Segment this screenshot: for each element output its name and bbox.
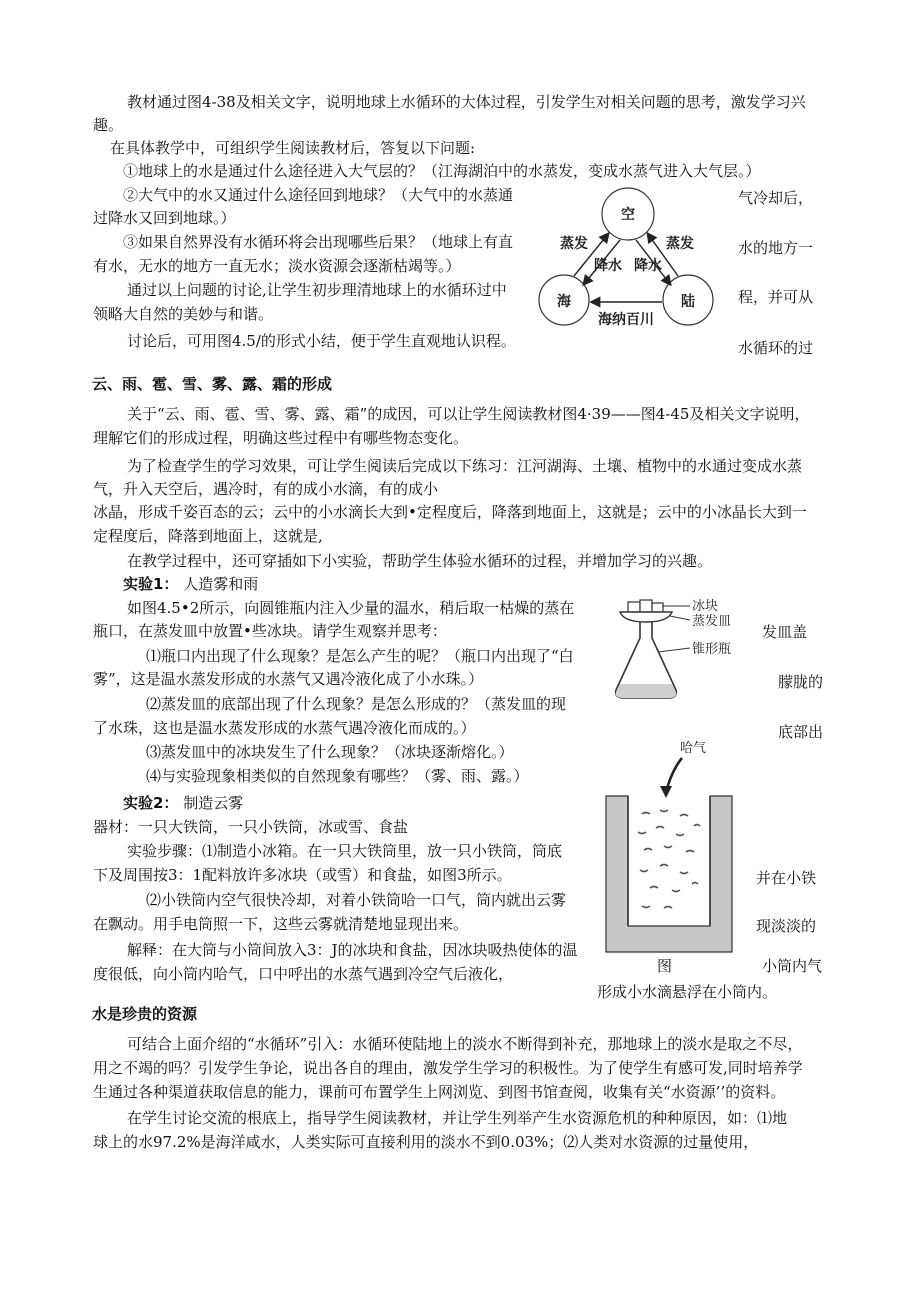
paragraph-line: 领略大自然的美妙与和谐。 xyxy=(93,305,274,323)
evaporating-dish xyxy=(620,612,672,622)
side-fragment: 发皿盖 xyxy=(762,623,808,641)
breath-arrowhead xyxy=(660,786,672,798)
paragraph-line: 可结合上面介绍的“水循环”引入：水循环使陆地上的淡水不断得到补充，那地球上的淡水是取之不尽， xyxy=(127,1035,803,1053)
paragraph-line: 教材通过图4-38及相关文字，说明地球上水循环的大体过程，引发学生对相关问题的思考，激发学习兴 xyxy=(127,93,806,111)
side-fragment: 程，并可从 xyxy=(738,288,814,306)
experiment-1-heading xyxy=(123,574,258,594)
paragraph-line: 过降水又回到地球。） xyxy=(93,209,236,227)
paragraph-line: 瓶口，在蒸发皿中放置•些冰块。请学生观察并思考： xyxy=(93,622,447,640)
dish-label: 蒸发皿 xyxy=(692,614,732,629)
paragraph-line: 在教学过程中，还可穿插如下小实验，帮助学生体验水循环的过程，并增加学习的兴趣。 xyxy=(127,552,713,570)
paragraph-line: 在飘动。用手电筒照一下，这些云雾就清楚地显现出来。 xyxy=(93,915,469,933)
paragraph-line: 雾”，这是温水蒸发形成的水蒸气又遇冷液化成了小水珠。） xyxy=(93,670,484,688)
evap-right-label: 蒸发 xyxy=(666,236,694,252)
side-fragment: 现淡淡的 xyxy=(756,917,817,935)
breath-label: 哈气 xyxy=(680,741,707,756)
ice-block xyxy=(628,602,640,612)
paragraph-line: 冰晶，形成千姿百态的云；云中的小水滴长大到•定程度后，降落到地面上，这就是；云中的小冰晶长大到一 xyxy=(93,503,807,521)
sky-label: 空 xyxy=(621,207,635,223)
question-2: ②大气中的水又通过什么途径回到地球？（大气中的水蒸通 xyxy=(123,186,514,204)
paragraph-line: 实验步骤：⑴制造小冰箱。在一只大铁筒里，放一只小铁筒，筒底 xyxy=(127,842,563,860)
flask-label: 锥形瓶 xyxy=(692,642,732,657)
experiment-2-name: 制造云雾 xyxy=(183,794,244,812)
paragraph-line: 定程度后，降落到地面上，这就是, xyxy=(93,527,323,545)
leader-line xyxy=(658,648,690,652)
paragraph-line: 形成小水滴悬浮在小筒内。 xyxy=(597,983,778,1001)
paragraph-line: 下及周围按3：1配料放许多冰块（或雪）和食盐，如图3所示。 xyxy=(93,866,512,884)
paragraph-line: ⑶蒸发皿中的冰块发生了什么现象？（冰块逐渐熔化。） xyxy=(146,743,514,761)
paragraph-line: 生通过各种渠道获取信息的能力，课前可布置学生上网浏览、到图书馆查阅，收集有关“水资源’’的资料。 xyxy=(93,1083,786,1101)
section-heading: 水是珍贵的资源 xyxy=(92,1005,198,1023)
paragraph-line: 器材：一只大铁筒，一只小铁筒，冰或雪、食盐 xyxy=(93,818,409,836)
question-3: ③如果自然界没有水循环将会出现哪些后果？（地球上有直 xyxy=(123,233,514,251)
experiment-2-heading xyxy=(123,793,243,813)
experiment-1-title: 实验1： xyxy=(123,575,179,593)
question-1: ①地球上的水是通过什么途径进入大气层的？（江海湖泊中的水蒸发，变成水蒸气进入大气层。） xyxy=(123,162,761,180)
paragraph-line: 讨论后，可用图4.5/的形式小结，便于学生直观地认识程。 xyxy=(127,332,516,350)
side-fragment: 朦胧的 xyxy=(778,673,824,691)
paragraph-line: 如图4.5•2所示，向圆锥瓶内注入少量的温水，稍后取一枯燥的蒸在 xyxy=(127,599,575,617)
paragraph-line: ⑵小铁筒内空气很快冷却，对着小铁筒哈一口气，筒内就出云雾 xyxy=(146,891,567,909)
side-fragment: 气冷却后， xyxy=(738,189,814,207)
side-fragment: 小筒内气 xyxy=(762,957,823,975)
paragraph-line: 气，升入天空后，遇冷时，有的成小水滴，有的成小 xyxy=(93,480,439,498)
paragraph-line: ⑵蒸发皿的底部出现了什么现象？是怎么形成的？（蒸发皿的现 xyxy=(146,695,567,713)
paragraph-line: 关于“云、雨、雹、雪、雾、露、霜”的成因，可以让学生阅读教材图4·39——图4-45及相关文字说明， xyxy=(127,405,810,423)
paragraph-line: 了水珠，这也是温水蒸发形成的水蒸气遇冷液化而成的。） xyxy=(93,719,476,737)
paragraph-line: ⑷与实验现象相类似的自然现象有哪些？（雾、雨、露。） xyxy=(146,767,529,785)
paragraph-line: ⑴瓶口内出现了什么现象？是怎么产生的呢？（瓶口内出现了“白 xyxy=(146,647,574,665)
paragraph-line: 通过以上问题的讨论,让学生初步理清地球上的水循环过中 xyxy=(127,281,507,299)
side-fragment: 水的地方一 xyxy=(738,239,814,257)
paragraph-line: 球上的水97.2%是海洋咸水，人类实际可直接利用的淡水不到0.03%；⑵人类对水资源的过量使用， xyxy=(93,1133,759,1151)
land-label: 陆 xyxy=(681,294,695,310)
ice-label: 冰块 xyxy=(692,599,719,614)
rivers-label: 海纳百川 xyxy=(598,312,654,328)
ice-block xyxy=(652,603,663,612)
mist-squiggles xyxy=(638,810,700,908)
leader-line xyxy=(670,616,690,620)
water-cycle-diagram xyxy=(536,186,720,332)
ice-block xyxy=(640,600,652,612)
flask-diagram xyxy=(606,598,746,716)
side-fragment: 并在小铁 xyxy=(756,869,817,887)
paragraph-line: 趣。 xyxy=(93,116,124,134)
paragraph-line: 解释：在大筒与小筒间放入3：J的冰块和食盐，因冰块吸热使体的温 xyxy=(127,941,578,959)
paragraph-line: 为了检查学生的学习效果，可让学生阅读后完成以下练习：江河湖海、土壤、植物中的水通过变成水蒸 xyxy=(127,457,803,475)
iron-can-diagram xyxy=(602,730,736,956)
section-heading: 云、雨、雹、雪、雾、露、霜的形成 xyxy=(92,375,333,393)
experiment-1-name: 人造雾和雨 xyxy=(183,575,259,593)
paragraph-line: 理解它们的形成过程，明确这些过程中有哪些物态变化。 xyxy=(93,429,469,447)
side-fragment: 水循环的过 xyxy=(738,339,814,357)
ice-salt-mixture xyxy=(606,796,732,952)
paragraph-line: 有水，无水的地方一直无水；淡水资源会逐渐枯竭等。） xyxy=(93,257,461,275)
sea-label: 海 xyxy=(557,294,571,310)
side-fragment: 图 xyxy=(657,957,673,975)
precip-right-label: 降水 xyxy=(634,258,662,274)
experiment-2-title: 实验2： xyxy=(123,794,179,812)
paragraph-line: 在学生讨论交流的根底上，指导学生阅读教材，并让学生列举产生水资源危机的种种原因，如：⑴地 xyxy=(127,1109,788,1127)
paragraph-line: 用之不竭的吗？引发学生争论，说出各自的理由，激发学生学习的积极性。为了使学生有感可发,同时培养学 xyxy=(93,1059,803,1077)
side-fragment: 底部出 xyxy=(778,723,824,741)
evap-left-label: 蒸发 xyxy=(560,236,588,252)
paragraph-line: 度很低，向小筒内哈气，口中呼出的水蒸气遇到冷空气后液化， xyxy=(93,965,514,983)
precip-left-label: 降水 xyxy=(594,258,622,274)
warm-water xyxy=(616,684,677,698)
paragraph-line: 在具体教学中，可组织学生阅读教材后，答复以下问题: xyxy=(110,139,476,157)
